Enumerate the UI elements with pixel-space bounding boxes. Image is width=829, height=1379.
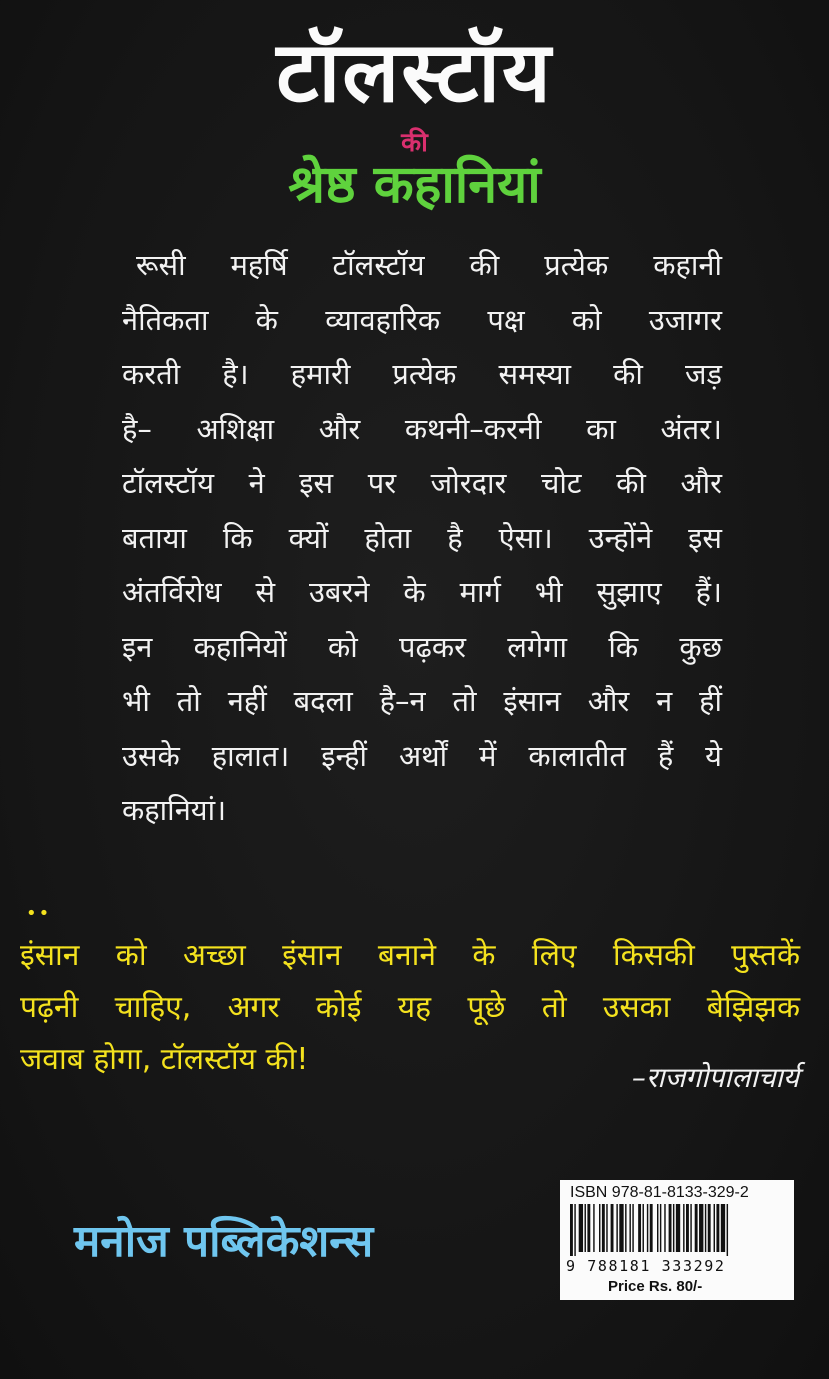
quote-line: इंसान को अच्छा इंसान बनाने के लिए किसकी पुस्तकें (20, 938, 800, 973)
blurb-line: उसके हालात। इन्हीं अर्थों में कालातीत हैं ये (122, 738, 722, 773)
quote-line: जवाब होगा, टॉलस्टॉय की! (20, 1042, 309, 1077)
blurb-line: अंतर्विरोध से उबरने के मार्ग भी सुझाए हैं। (122, 575, 722, 609)
blurb-line: कहानियां। (122, 793, 227, 827)
quote-attribution: –राजगोपालाचार्य (631, 1061, 799, 1094)
isbn-barcode-block (560, 1180, 794, 1300)
barcode-digits: 9 788181 333292 (566, 1257, 726, 1275)
barcode-icon (568, 1204, 786, 1256)
quote-mark: •• (26, 903, 52, 924)
blurb-line: करती है। हमारी प्रत्येक समस्या की जड़ (122, 357, 722, 391)
blurb-line: है– अशिक्षा और कथनी–करनी का अंतर। (122, 411, 722, 446)
blurb-line: भी तो नहीं बदला है–न तो इंसान और न हीं (122, 684, 722, 718)
blurb-line: इन कहानियों को पढ़कर लगेगा कि कुछ (122, 629, 722, 664)
blurb-line: बताया कि क्यों होता है ऐसा। उन्होंने इस (122, 520, 722, 555)
blurb-line: टॉलस्टॉय ने इस पर जोरदार चोट की और (122, 466, 722, 500)
title-connector: की (401, 128, 428, 158)
blurb-line: रूसी महर्षि टॉलस्टॉय की प्रत्येक कहानी (136, 248, 722, 282)
quote-line: पढ़नी चाहिए, अगर कोई यह पूछे तो उसका बेझिझक (20, 990, 800, 1025)
book-title: टॉलस्टॉय (276, 23, 553, 121)
book-subtitle: श्रेष्ठ कहानियां (288, 155, 541, 215)
isbn-label: ISBN 978-81-8133-329-2 (570, 1184, 749, 1201)
publisher-name: मनोज पब्लिकेशन्स (74, 1216, 374, 1267)
blurb-paragraph (122, 238, 722, 838)
price-label: Price Rs. 80/- (608, 1278, 703, 1295)
blurb-line: नैतिकता के व्यावहारिक पक्ष को उजागर (122, 302, 722, 337)
